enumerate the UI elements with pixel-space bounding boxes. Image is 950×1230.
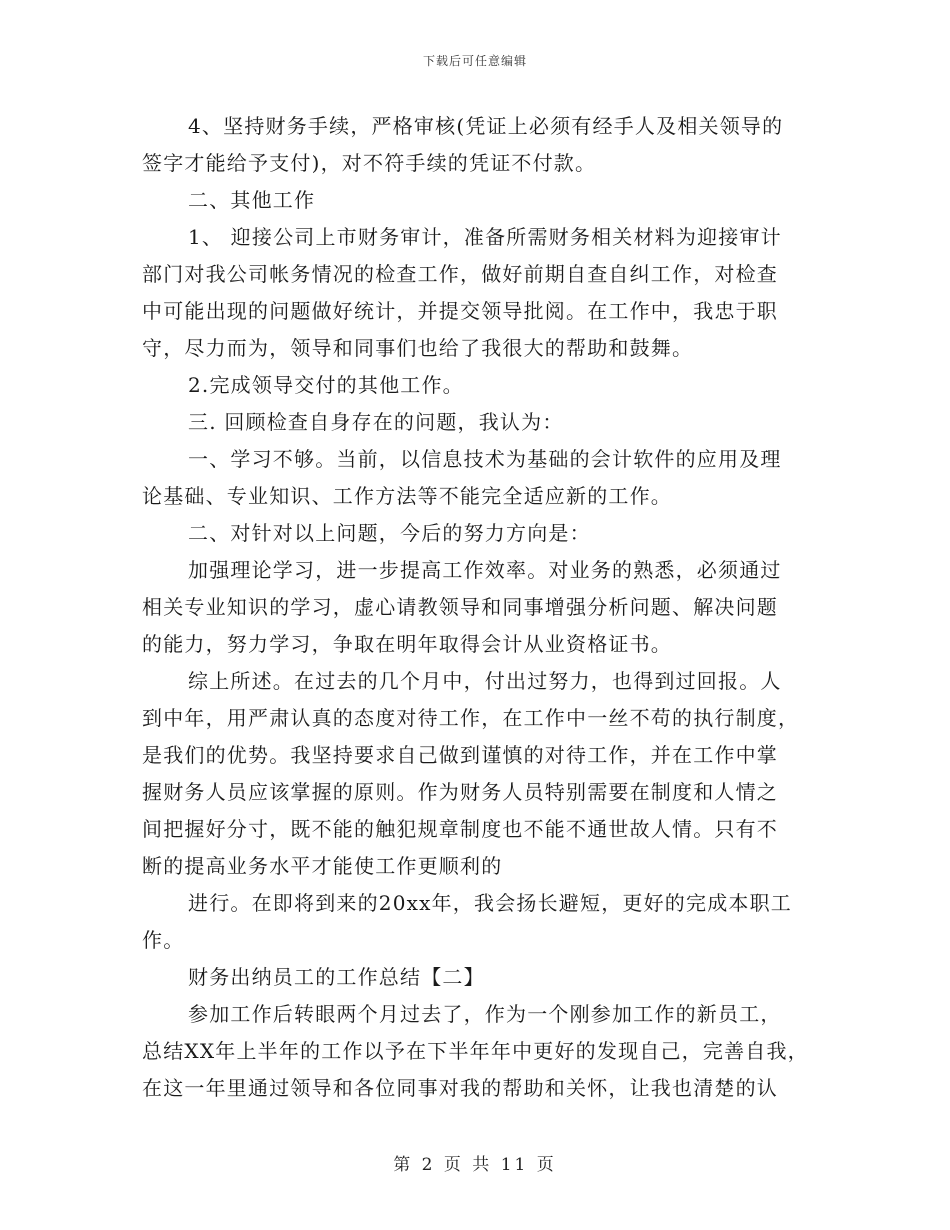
text-line: 二、对针对以上问题，今后的努力方向是： <box>188 521 591 545</box>
text-line: 作。 <box>142 928 185 952</box>
text-line: 部门对我公司帐务情况的检查工作，做好前期自查自纠工作，对检查 <box>142 262 778 286</box>
text-line: 一、学习不够。当前，以信息技术为基础的会计软件的应用及理 <box>188 447 782 471</box>
text-line: 到中年，用严肃认真的态度对待工作，在工作中一丝不苟的执行制度， <box>142 706 800 730</box>
text-line: 在这一年里通过领导和各位同事对我的帮助和关怀，让我也清楚的认 <box>142 1076 778 1100</box>
text-line: 1、 迎接公司上市财务审计，准备所需财务相关材料为迎接审计 <box>188 225 782 249</box>
page-number: 第 2 页 共 11 页 <box>393 1155 557 1175</box>
text-line: 财务出纳员工的工作总结【二】 <box>188 965 485 989</box>
text-line: 签字才能给予支付)，对不符手续的凭证不付款。 <box>142 151 597 175</box>
text-line: 2.完成领导交付的其他工作。 <box>188 373 464 397</box>
page-header-note: 下载后可任意编辑 <box>422 54 527 68</box>
text-line: 论基础、专业知识、工作方法等不能完全适应新的工作。 <box>142 484 672 508</box>
document-body <box>142 108 812 1107</box>
text-line: 间把握好分寸，既不能的触犯规章制度也不能不通世故人情。只有不 <box>142 817 778 841</box>
text-line: 加强理论学习，进一步提高工作效率。对业务的熟悉，必须通过 <box>188 558 782 582</box>
text-line: 参加工作后转眼两个月过去了，作为一个刚参加工作的新员工， <box>188 1002 782 1026</box>
text-line: 进行。在即将到来的20xx年，我会扬长避短，更好的完成本职工 <box>188 891 793 915</box>
text-line: 守，尽力而为，领导和同事们也给了我很大的帮助和鼓舞。 <box>142 336 694 360</box>
text-line: 相关专业知识的学习，虚心请教领导和同事增强分析问题、解决问题 <box>142 595 778 619</box>
text-line: 二、其他工作 <box>188 188 316 212</box>
text-line: 中可能出现的问题做好统计，并提交领导批阅。在工作中，我忠于职 <box>142 299 778 323</box>
text-line: 握财务人员应该掌握的原则。作为财务人员特别需要在制度和人情之 <box>142 780 778 804</box>
text-line: 的能力，努力学习，争取在明年取得会计从业资格证书。 <box>142 632 672 656</box>
text-line: 综上所述。在过去的几个月中，付出过努力，也得到过回报。人 <box>188 669 782 693</box>
text-line: 断的提高业务水平才能使工作更顺利的 <box>142 854 503 878</box>
text-line: 总结XX年上半年的工作以予在下半年年中更好的发现自己，完善自我， <box>142 1039 809 1063</box>
text-line: 4、坚持财务手续，严格审核(凭证上必须有经手人及相关领导的 <box>188 114 784 138</box>
text-line: 三. 回顾检查自身存在的问题，我认为： <box>188 410 564 434</box>
text-line: 是我们的优势。我坚持要求自己做到谨慎的对待工作，并在工作中掌 <box>142 743 778 767</box>
